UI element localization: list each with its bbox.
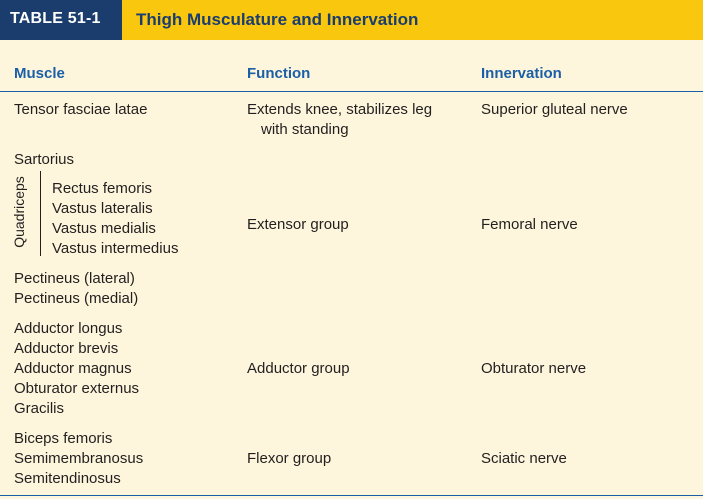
column-header-function: Function: [247, 65, 311, 82]
column-header-muscle: Muscle: [14, 65, 65, 82]
row-4-muscles: [14, 429, 143, 489]
row-1-function: [247, 100, 432, 140]
table-label-box: [0, 0, 122, 40]
column-header-innervation: Innervation: [481, 65, 562, 82]
row-2-muscle-sartorius: Sartorius: [14, 151, 75, 168]
muscle-name: Semitendinosus: [14, 470, 121, 487]
muscle-name: Adductor brevis: [14, 340, 119, 357]
muscle-name: Biceps femoris: [14, 430, 113, 447]
row-2-quadriceps-muscles: [52, 179, 178, 259]
quadriceps-label-text: Quadriceps: [11, 176, 27, 248]
table-header: [0, 0, 703, 40]
muscle-name: Vastus lateralis: [52, 200, 153, 217]
row-2-function: Extensor group: [247, 216, 349, 233]
muscle-name: Obturator externus: [14, 380, 140, 397]
muscle-name: Vastus intermedius: [52, 240, 179, 257]
muscle-name: Adductor magnus: [14, 360, 132, 377]
table-label: TABLE 51-1: [10, 10, 101, 27]
row-3-muscles: [14, 289, 138, 309]
row-4-innervation: Sciatic nerve: [481, 450, 567, 467]
row-3-innervation: Obturator nerve: [481, 360, 587, 377]
muscle-name: Semimembranosus: [14, 450, 144, 467]
header-rule: [0, 91, 703, 92]
function-line: with standing: [261, 121, 349, 138]
quadriceps-group-label: [11, 169, 27, 255]
muscle-name: Pectineus (medial): [14, 290, 139, 307]
row-3-function: Adductor group: [247, 360, 350, 377]
row-1-muscles: [14, 100, 147, 120]
row-4-function: Flexor group: [247, 450, 332, 467]
function-line: Extends knee, stabilizes leg: [247, 101, 433, 118]
table-title: Thigh Musculature and Innervation: [136, 10, 419, 29]
muscle-name: Vastus medialis: [52, 220, 156, 237]
muscle-name: Gracilis: [14, 400, 65, 417]
quadriceps-bracket: [40, 171, 41, 256]
row-1-innervation: Superior gluteal nerve: [481, 101, 628, 118]
muscle-name: Adductor longus: [14, 320, 123, 337]
row-2-muscle-pectineus-lateral: Pectineus (lateral): [14, 270, 135, 287]
row-2-innervation: Femoral nerve: [481, 216, 578, 233]
row-3-muscles-continued: [14, 319, 139, 419]
muscle-name: Rectus femoris: [52, 180, 153, 197]
bottom-rule: [0, 495, 703, 496]
muscle-name: Tensor fasciae latae: [14, 101, 148, 118]
